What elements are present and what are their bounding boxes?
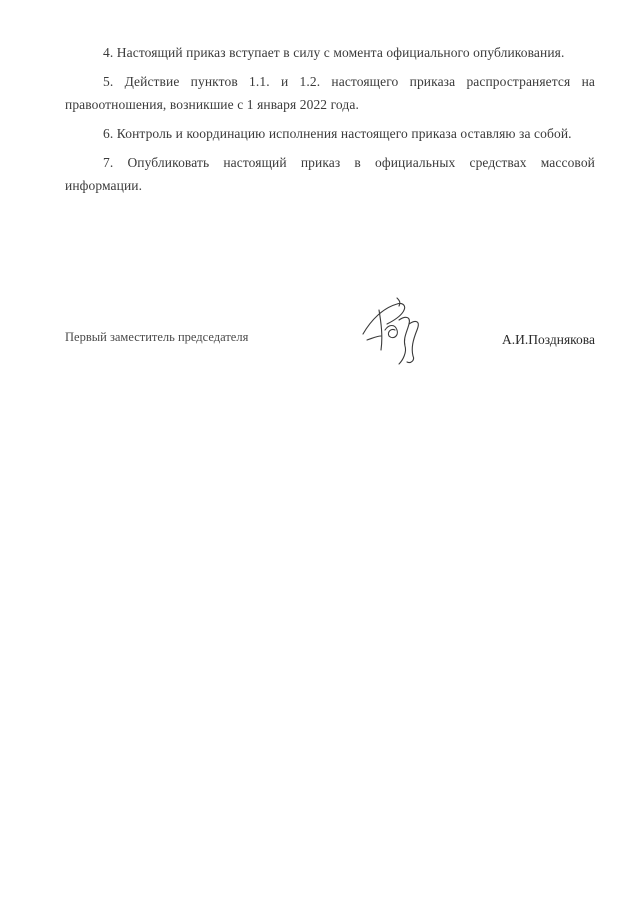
paragraph-4: 4. Настоящий приказ вступает в силу с момента официального опубликования. xyxy=(103,45,565,60)
paragraph-5: 5. Действие пунктов 1.1. и 1.2. настоящего приказа распространяется на правоотношения, возникшие с 1 января 2022 года. xyxy=(65,74,595,112)
signer-position: Первый заместитель председателя xyxy=(65,330,249,344)
paragraph-6: 6. Контроль и координацию исполнения настоящего приказа оставляю за собой. xyxy=(103,126,572,141)
paragraph-7: 7. Опубликовать настоящий приказ в официальных средствах массовой информации. xyxy=(65,155,595,193)
signer-name: А.И.Позднякова xyxy=(502,332,595,347)
signature-block xyxy=(65,290,595,370)
document-body xyxy=(65,41,595,203)
handwritten-signature-icon xyxy=(353,290,433,370)
